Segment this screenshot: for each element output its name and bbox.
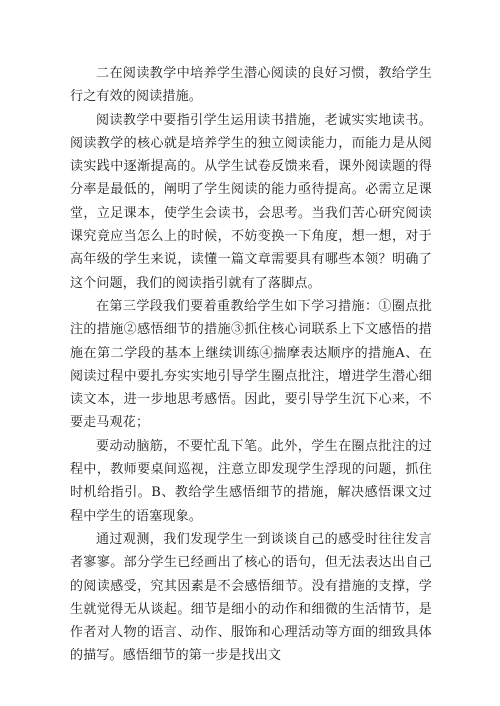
paragraph-1: 二在阅读教学中培养学生潜心阅读的良好习惯，教给学生行之有效的阅读措施。 (70, 66, 432, 105)
paragraph-5: 通过观测，我们发现学生一到谈谈自己的感受时往往发言者寥寥。部分学生已经画出了核心的语句，但无法表达出自己的阅读感受，究其因素是不会感悟细节。没有措施的支撑，学生就觉得无从谈起。细节是细小的动作和细微的生活情节，是作者对人物的语言、动作、服饰和心理活动等方面的细致具体的描写。感悟细节的第一步是找出文 (70, 531, 432, 664)
paragraph-2: 阅读教学中要指引学生运用读书措施，老诚实实地读书。阅读教学的核心就是培养学生的独立阅读能力，而能力是从阅读实践中逐渐提高的。从学生试卷反馈来看，课外阅读题的得分率是最低的，阐明了学生阅读的能力亟待提高。必需立足课堂，立足课本，使学生会读书，会思考。当我们苦心研究阅读课究竟应当怎么上的时候，不妨变换一下角度，想一想，对于高年级的学生来说，读懂一篇文章需要具有哪些本领？明确了这个问题，我们的阅读指引就有了落脚点。 (70, 112, 432, 291)
paragraph-4: 要动动脑筋，不要忙乱下笔。此外，学生在圈点批注的过程中，教师要桌间巡视，注意立即发现学生浮现的问题，抓住时机给指引。B、教给学生感悟细节的措施，解决感悟课文过程中学生的语塞现象。 (70, 438, 432, 524)
paragraph-3: 在第三学段我们要着重教给学生如下学习措施：①圈点批注的措施②感悟细节的措施③抓住核心词联系上下文感悟的措施在第二学段的基本上继续训练④揣摩表达顺序的措施A、在阅读过程中要扎夯实实地引导学生圈点批注，增进学生潜心细读文本，进一步地思考感悟。因此，要引导学生沉下心来，不要走马观花； (70, 298, 432, 431)
document-body (70, 62, 432, 668)
